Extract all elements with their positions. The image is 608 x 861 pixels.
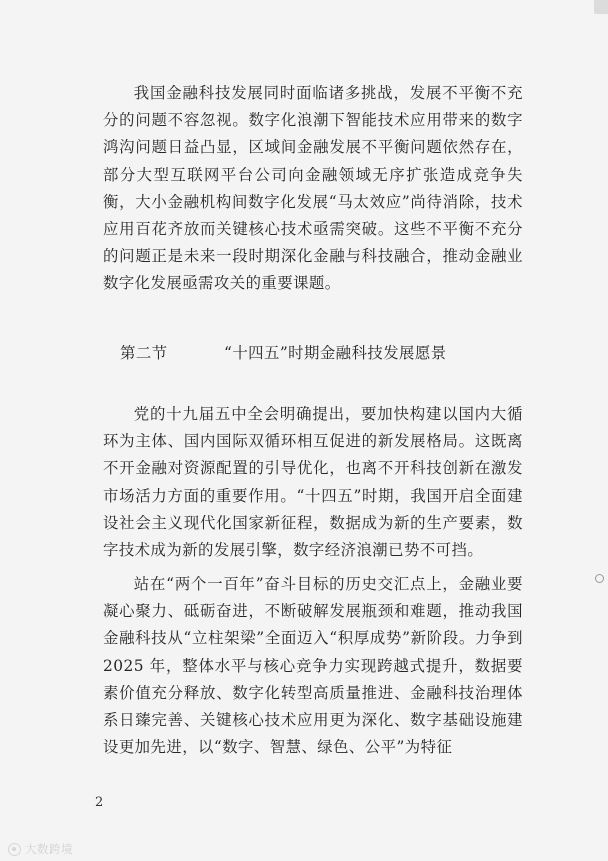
section-number: 第二节 bbox=[120, 344, 168, 362]
watermark-text: 大数跨境 bbox=[25, 842, 73, 856]
watermark-logo-icon bbox=[8, 843, 21, 856]
paragraph-challenges: 我国金融科技发展同时面临诸多挑战，发展不平衡不充分的问题不容忽视。数字化浪潮下智能技术应用带来的数字鸿沟问题日益凸显，区域间金融发展不平衡问题依然存在，部分大型互联网平台公司向金融领域无序扩张造成竞争失衡，大小金融机构间数字化发展“马太效应”尚待消除，技术应用百花齐放而关键核心技术亟需突破。这些不平衡不充分的问题正是未来一段时期深化金融与科技融合，推动金融业数字化发展亟需攻关的重要课题。 bbox=[103, 84, 523, 293]
page-corner-mark bbox=[594, 0, 608, 14]
paragraph-plenum: 党的十九届五中全会明确提出，要加快构建以国内大循环为主体、国内国际双循环相互促进的新发展格局。这既离不开金融对资源配置的引导优化，也离不开科技创新在激发市场活力方面的重要作用。“十四五”时期，我国开启全面建设社会主义现代化国家新征程，数据成为新的生产要素，数字技术成为新的发展引擎，数字经济浪潮已势不可挡。 bbox=[103, 405, 523, 560]
watermark bbox=[8, 840, 73, 858]
margin-dot-icon bbox=[595, 574, 604, 583]
section-heading bbox=[120, 340, 520, 366]
paragraph-goals: 站在“两个一百年”奋斗目标的历史交汇点上，金融业要凝心聚力、砥砺奋进，不断破解发展瓶颈和难题，推动我国金融科技从“立柱架梁”全面迈入“积厚成势”新阶段。力争到 2025 年，整体水平与核心竞争力实现跨越式提升，数据要素价值充分释放、数字化转型高质量推进、金融科技治理体系日臻完善、关键核心技术应用更为深化、数字基础设施建设更加先进，以“数字、智慧、绿色、公平”为特征 bbox=[103, 575, 523, 757]
page-number: 2 bbox=[95, 795, 104, 810]
section-title: “十四五”时期金融科技发展愿景 bbox=[224, 344, 447, 362]
